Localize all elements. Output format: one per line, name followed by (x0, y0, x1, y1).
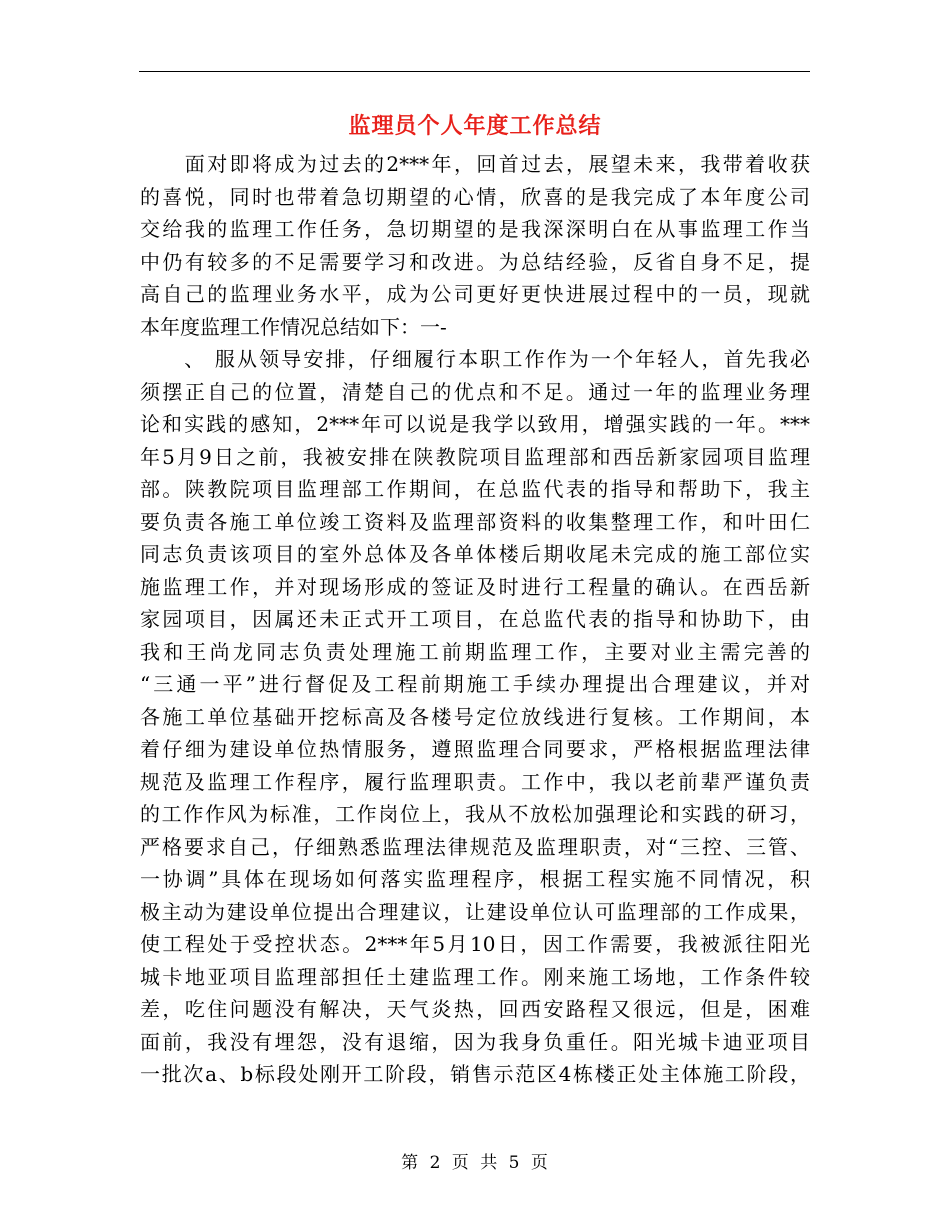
body-line: 须摆正自己的位置，清楚自己的优点和不足。通过一年的监理业务理 (140, 379, 810, 404)
body-line: 论和实践的感知，2***年可以说是我学以致用，增强实践的一年。*** (140, 412, 810, 436)
document-title: 监理员个人年度工作总结 (348, 113, 602, 139)
body-line: 城卡地亚项目监理部担任土建监理工作。刚来施工场地，工作条件较 (140, 964, 810, 989)
body-line: 的喜悦，同时也带着急切期望的心情，欣喜的是我完成了本年度公司 (140, 184, 810, 209)
body-line: 使工程处于受控状态。2***年5月10日，因工作需要，我被派往阳光 (140, 932, 810, 956)
body-line: “三通一平”进行督促及工程前期施工手续办理提出合理建议，并对 (140, 672, 810, 696)
body-line: 中仍有较多的不足需要学习和改进。为总结经验，反省自身不足，提 (140, 249, 810, 274)
body-line: 我和王尚龙同志负责处理施工前期监理工作，主要对业主需完善的 (140, 639, 810, 664)
body-line: 极主动为建设单位提出合理建议，让建设单位认可监理部的工作成果， (140, 899, 810, 924)
body-line: 的工作作风为标准，工作岗位上，我从不放松加强理论和实践的研习， (140, 802, 810, 826)
body-line: 家园项目，因属还未正式开工项目，在总监代表的指导和协助下，由 (140, 607, 810, 631)
body-line: 施监理工作，并对现场形成的签证及时进行工程量的确认。在西岳新 (140, 574, 810, 599)
body-line: 严格要求自己，仔细熟悉监理法律规范及监理职责，对“三控、三管、 (140, 834, 810, 859)
body-line: 差，吃住问题没有解决，天气炎热，回西安路程又很远，但是，困难 (140, 997, 810, 1021)
body-line: 部。陕教院项目监理部工作期间，在总监代表的指导和帮助下，我主 (140, 477, 810, 501)
body-line: 各施工单位基础开挖标高及各楼号定位放线进行复核。工作期间，本 (140, 704, 810, 729)
page-number: 第 2 页 共 5 页 (401, 1153, 549, 1173)
body-line: 面前，我没有埋怨，没有退缩，因为我身负重任。阳光城卡迪亚项目 (140, 1029, 810, 1054)
body-line: 要负责各施工单位竣工资料及监理部资料的收集整理工作，和叶田仁 (140, 509, 810, 534)
body-line: 规范及监理工作程序，履行监理职责。工作中，我以老前辈严谨负责 (140, 769, 810, 794)
body-line: 一批次a、b标段处刚开工阶段，销售示范区4栋楼正处主体施工阶段， (140, 1062, 810, 1086)
body-line: 、 服从领导安排，仔细履行本职工作作为一个年轻人，首先我必 (140, 347, 810, 371)
header-rule (139, 71, 810, 72)
body-line: 高自己的监理业务水平，成为公司更好更快进展过程中的一员，现就 (140, 282, 810, 306)
body-text (140, 148, 810, 1091)
body-line: 年5月9日之前，我被安排在陕教院项目监理部和西岳新家园项目监理 (140, 444, 810, 469)
body-line: 面对即将成为过去的2***年，回首过去，展望未来，我带着收获 (140, 152, 810, 176)
body-line: 本年度监理工作情况总结如下：一- (140, 314, 447, 339)
body-line: 一协调”具体在现场如何落实监理程序，根据工程实施不同情况，积 (140, 867, 810, 891)
body-line: 交给我的监理工作任务，急切期望的是我深深明白在从事监理工作当 (140, 217, 810, 241)
body-line: 着仔细为建设单位热情服务，遵照监理合同要求，严格根据监理法律 (140, 737, 810, 761)
body-line: 同志负责该项目的室外总体及各单体楼后期收尾未完成的施工部位实 (140, 542, 810, 566)
